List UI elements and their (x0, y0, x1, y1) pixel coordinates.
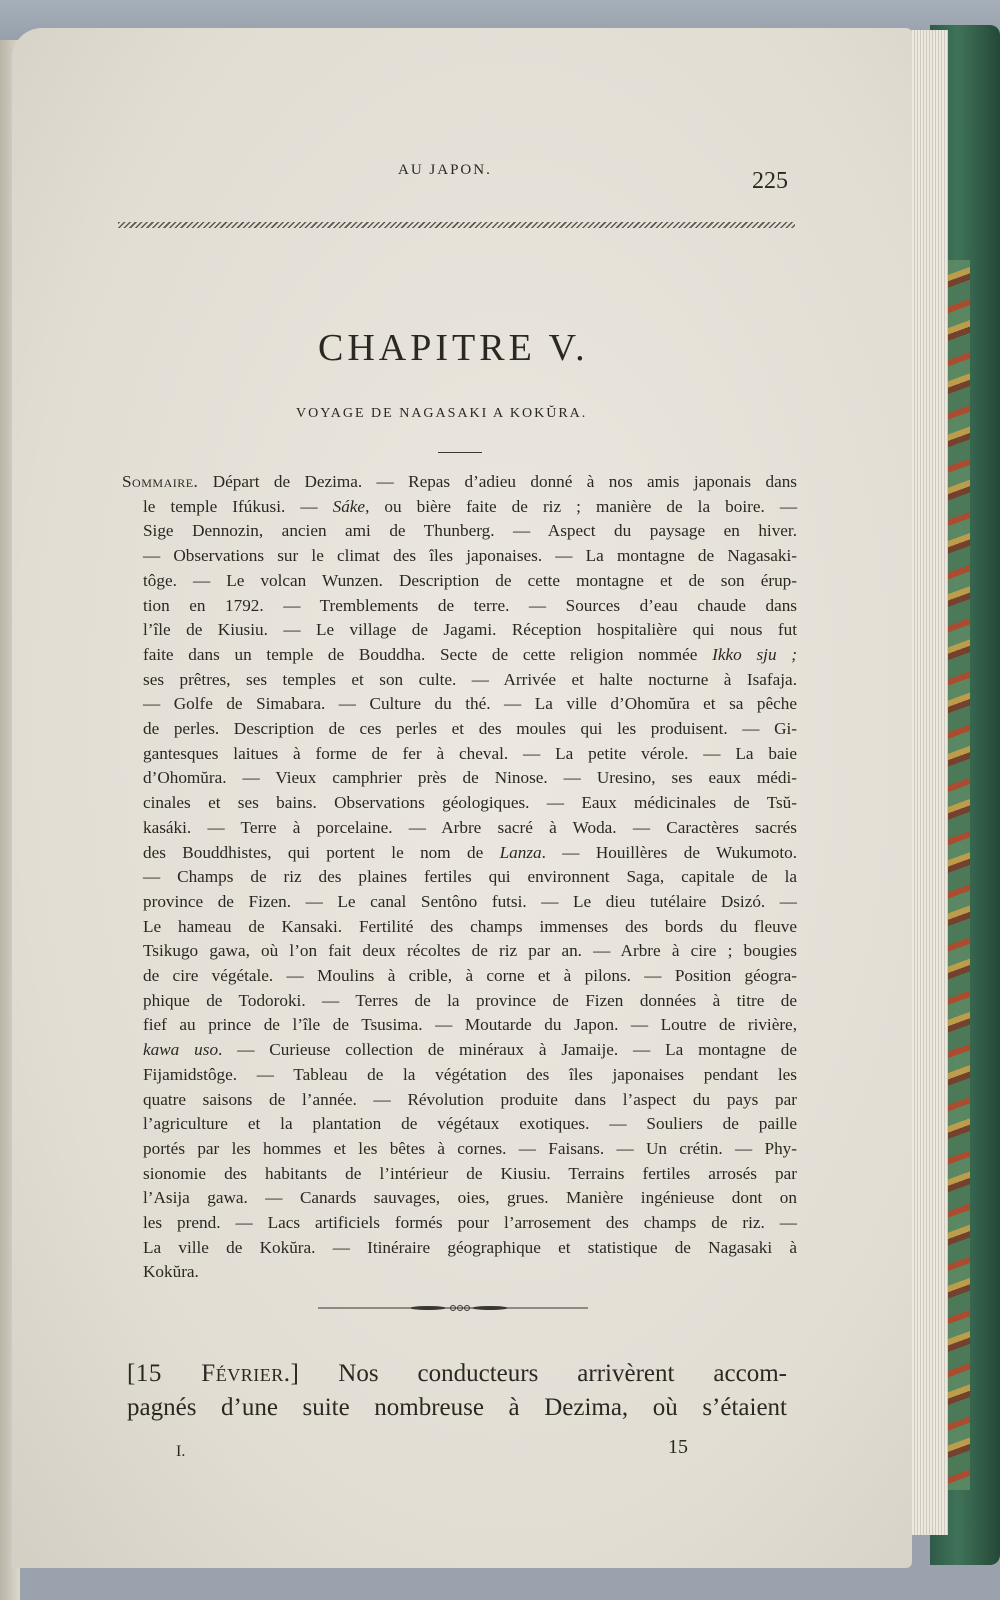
body-line (127, 1360, 787, 1388)
subtitle-rule (438, 452, 482, 453)
summary-line (143, 719, 797, 739)
summary-line (143, 991, 797, 1011)
summary-line (143, 892, 797, 912)
signature: I. (176, 1443, 186, 1460)
summary-line (143, 744, 797, 764)
summary-text: portés par les hommes et les bêtes à cornes. — Faisans. — Un crétin. — Phy- (143, 1138, 797, 1158)
summary-text: — Champs de riz des plaines fertiles qui environnent Saga, capitale de la (143, 867, 797, 887)
summary-line (143, 867, 797, 887)
summary-text: de perles. Description de ces perles et des moules qui les produisent. — Gi- (143, 719, 797, 738)
summary-text: faite dans un temple de Bouddha. Secte de cette religion nommée (143, 644, 713, 664)
summary-text: Fijamidstôge. — Tableau de la végétation des îles japonaises pendant les (143, 1064, 797, 1084)
summary-text: tion en 1792. — Tremblements de terre. — Sources d’eau chaude dans (143, 595, 797, 615)
summary-line (143, 1213, 797, 1233)
summary-line (143, 521, 797, 541)
summary-line (143, 1238, 797, 1258)
summary-line (143, 497, 797, 517)
summary-line (143, 620, 797, 640)
summary-label: Sommaire. (122, 472, 199, 491)
summary-text: phique de Todoroki. — Terres de la province de Fizen données à titre de (143, 990, 797, 1010)
signature-mark: 15 (668, 1436, 688, 1458)
summary-line (143, 1188, 797, 1208)
summary-text: cinales et ses bains. Observations géologiques. — Eaux médicinales de Tsŭ- (143, 793, 797, 813)
italic-term: Ikko sju ; (712, 644, 797, 664)
summary-text: ses prêtres, ses temples et son culte. — Arrivée et halte nocturne à Isafaja. (143, 669, 797, 689)
body-text: Nos conducteurs arrivèrent accom- (299, 1360, 787, 1387)
summary-line (143, 793, 797, 813)
summary-line (143, 1065, 797, 1085)
summary-line (143, 1164, 797, 1184)
summary-text: Sige Dennozin, ancien ami de Thunberg. — Aspect du paysage en hiver. (143, 521, 797, 541)
body-line: pagnés d’une suite nombreuse à Dezima, où s’étaient (127, 1394, 787, 1421)
summary-line (143, 1114, 797, 1134)
marbled-edge (948, 260, 970, 1490)
summary-line (143, 843, 797, 863)
page-number: 225 (752, 168, 788, 194)
summary-text: kasáki. — Terre à porcelaine. — Arbre sacré à Woda. — Caractères sacrés (143, 817, 797, 837)
summary-line (143, 1090, 797, 1110)
summary-line (143, 546, 797, 566)
summary-line (143, 596, 797, 616)
summary-line (143, 917, 797, 937)
summary-text: Le hameau de Kansaki. Fertilité des champs immenses des bords du fleuve (143, 916, 797, 936)
summary-text: les prend. — Lacs artificiels formés pour l’arrosement des champs de riz. — (143, 1213, 797, 1232)
summary-text: Tsikugo gawa, où l’on fait deux récoltes de riz par an. — Arbre à cire ; bougies (143, 941, 797, 961)
date-marker: [15 Février.] (127, 1360, 300, 1387)
summary-text: l’île de Kiusiu. — Le village de Jagami. Réception hospitalière qui nous fut (143, 620, 797, 640)
summary-text: fief au prince de l’île de Tsusima. — Moutarde du Japon. — Loutre de rivière, (143, 1015, 797, 1035)
summary-line (122, 472, 797, 492)
summary-line (143, 941, 797, 961)
summary-text: gantesques laitues à forme de fer à cheval. — La petite vérole. — La baie (143, 743, 797, 763)
summary-line (143, 1139, 797, 1159)
summary-line (143, 670, 797, 690)
summary-text: — Golfe de Simabara. — Culture du thé. — La ville d’Ohomŭra et sa pêche (143, 694, 797, 714)
summary-text: . — Houillères de Wukumoto. (541, 842, 797, 862)
summary-text: Départ de Dezima. — Repas d’adieu donné à nos amis japonais dans (198, 472, 797, 491)
summary-text: de cire végétale. — Moulins à crible, à corne et à pilons. — Position géogra- (143, 966, 797, 985)
italic-term: Sáke (332, 496, 366, 516)
ornament-divider (318, 1305, 588, 1311)
summary-text: , ou bière faite de riz ; manière de la boire. — (365, 496, 798, 516)
summary-line (143, 694, 797, 714)
summary-text: tôge. — Le volcan Wunzen. Description de cette montagne et de son érup- (143, 570, 797, 590)
summary-text: le temple Ifúkusi. — (143, 496, 333, 516)
italic-term: Lanza (499, 842, 542, 862)
italic-term: kawa uso (143, 1040, 219, 1060)
summary-text: l’agriculture et la plantation de végétaux exotiques. — Souliers de paille (143, 1114, 797, 1134)
summary-text: sionomie des habitants de l’intérieur de Kiusiu. Terrains fertiles arrosés par (143, 1163, 797, 1183)
chapter-subtitle: VOYAGE DE NAGASAKI A KOKŬRA. (296, 406, 588, 421)
summary-line (143, 1040, 797, 1060)
summary-text: — Observations sur le climat des îles japonaises. — La montagne de Nagasaki- (143, 546, 797, 566)
summary-line (143, 1262, 797, 1282)
summary-text: quatre saisons de l’année. — Révolution produite dans l’aspect du pays par (143, 1089, 797, 1109)
summary-line (143, 571, 797, 591)
summary-text: province de Fizen. — Le canal Sentôno futsi. — Le dieu tutélaire Dsizó. — (143, 891, 797, 911)
chapter-title: CHAPITRE V. (318, 327, 589, 369)
summary-text: Kokŭra. (143, 1262, 199, 1282)
summary-text: . — Curieuse collection de minéraux à Jamaije. — La montagne de (218, 1040, 797, 1060)
summary-text: des Bouddhistes, qui portent le nom de (143, 842, 500, 862)
summary-text: La ville de Kokŭra. — Itinéraire géographique et statistique de Nagasaki à (143, 1237, 797, 1257)
summary-line (143, 1015, 797, 1035)
summary-line (143, 818, 797, 838)
summary-line (143, 645, 797, 665)
summary-text: l’Asija gawa. — Canards sauvages, oies, grues. Manière ingénieuse dont on (143, 1188, 797, 1208)
running-title: AU JAPON. (398, 162, 492, 178)
summary-line (143, 966, 797, 986)
header-rule (118, 222, 795, 228)
summary-text: d’Ohomŭra. — Vieux camphrier près de Ninose. — Uresino, ses eaux médi- (143, 768, 797, 788)
summary-line (143, 768, 797, 788)
